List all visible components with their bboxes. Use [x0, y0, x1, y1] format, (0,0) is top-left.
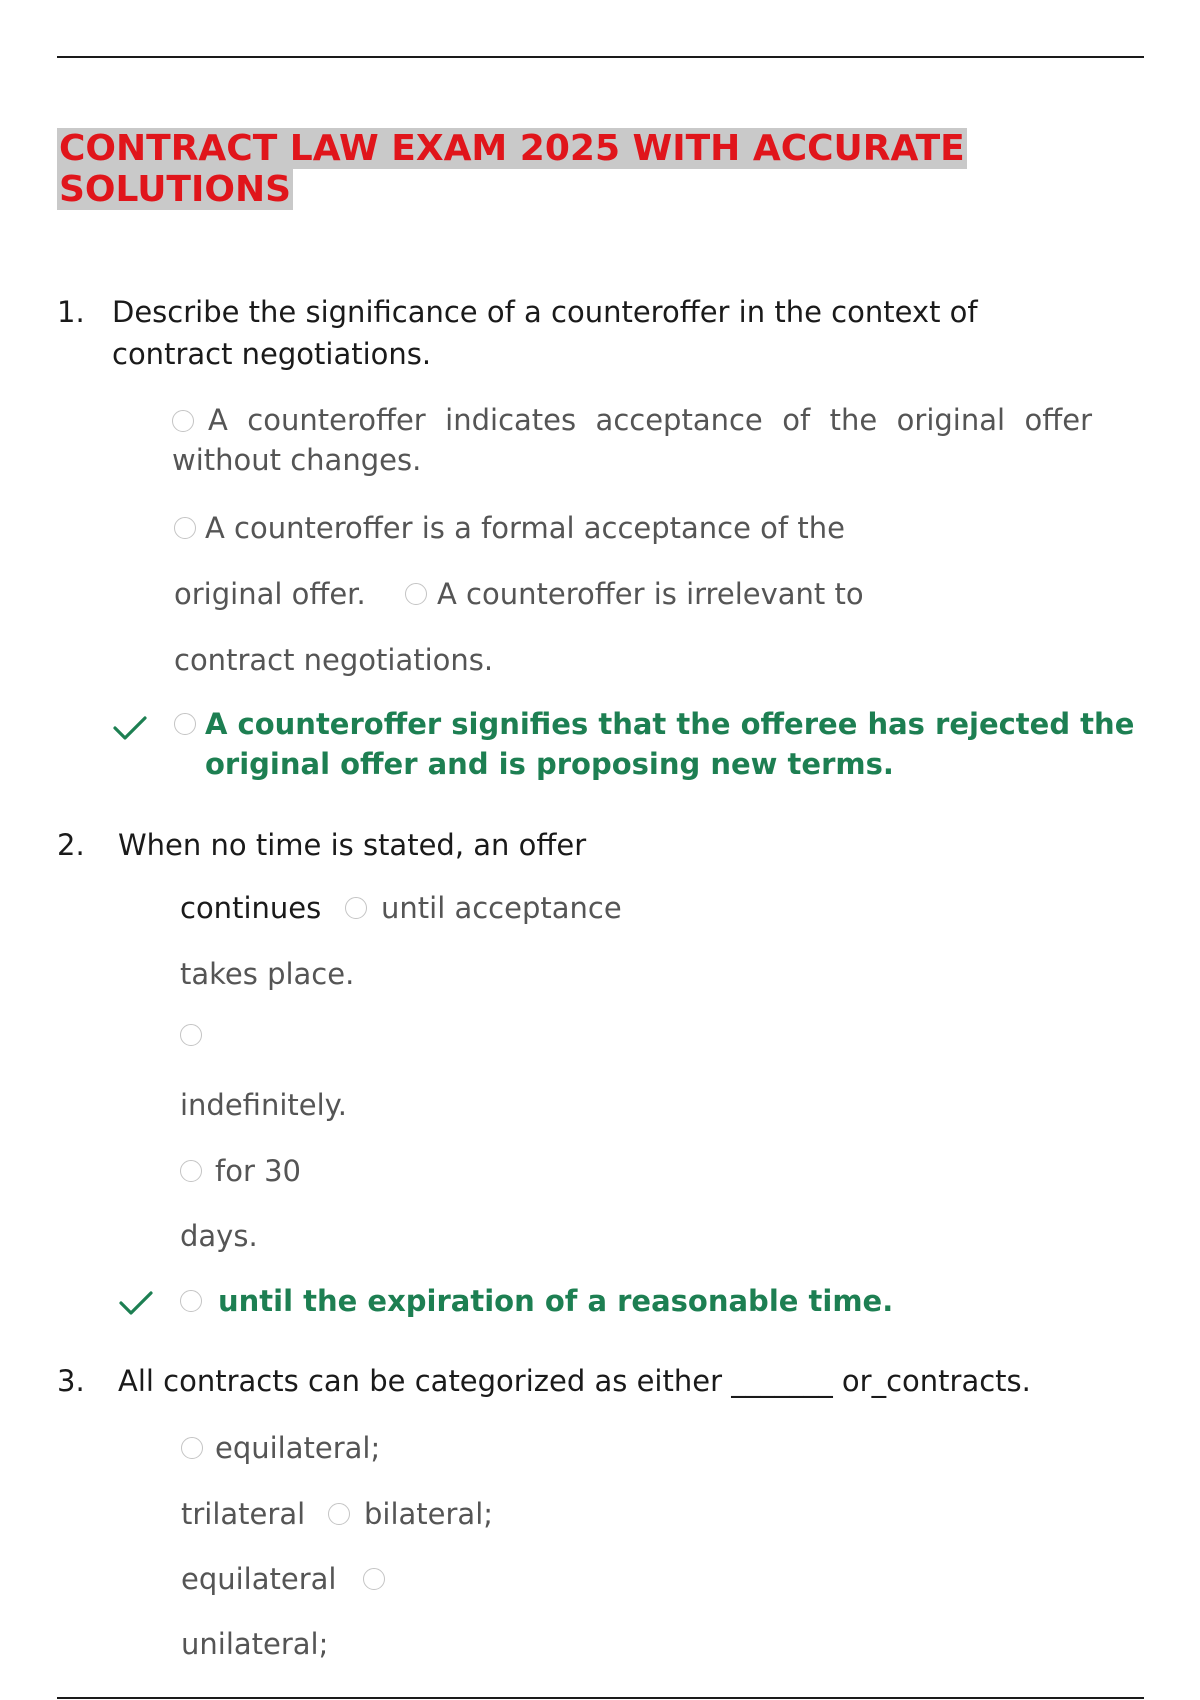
option-text-1c-line1: A counteroffer is irrelevant to — [437, 577, 864, 611]
top-rule — [57, 56, 1144, 58]
radio-circle-icon[interactable] — [180, 1290, 202, 1312]
question-1 — [57, 291, 1087, 375]
radio-circle-icon[interactable] — [328, 1503, 350, 1525]
radio-circle-icon[interactable] — [172, 410, 194, 432]
option-text-2a-line2: takes place. — [180, 957, 355, 991]
option-text-2b: indefinitely. — [180, 1088, 347, 1122]
option-text-3a-line1: equilateral; — [215, 1431, 381, 1465]
question-number: 1. — [57, 295, 85, 329]
question-number: 3. — [57, 1364, 85, 1398]
question-text: Describe the significance of a counteroffer in the context of contract negotiations. — [112, 295, 978, 371]
document-title: CONTRACT LAW EXAM 2025 WITH ACCURATE SOLUTIONS — [59, 128, 965, 210]
option-text-1b-line1: A counteroffer is a formal acceptance of the — [205, 511, 845, 545]
option-text-2c-line1: for 30 — [215, 1154, 301, 1188]
radio-circle-icon[interactable] — [181, 1437, 203, 1459]
option-text-3c: unilateral; — [181, 1627, 329, 1661]
option-text: A counteroffer indicates acceptance of the original offer without changes. — [172, 403, 1092, 477]
radio-circle-icon[interactable] — [174, 517, 196, 539]
option-2d-correct[interactable]: until the expiration of a reasonable time. — [218, 1284, 894, 1318]
option-text-2a-line1b: until acceptance — [381, 891, 622, 925]
question-number: 2. — [57, 828, 85, 862]
question-3 — [57, 1360, 1107, 1402]
option-text-3b-line1: bilateral; — [364, 1497, 494, 1531]
question-2 — [57, 824, 1087, 866]
radio-circle-icon[interactable] — [174, 713, 196, 735]
radio-circle-icon[interactable] — [345, 897, 367, 919]
option-text-1b-line2: original offer. — [174, 577, 366, 611]
option-text: A counteroffer signifies that the offeree has rejected the original offer and is proposing new terms. — [205, 707, 1135, 781]
checkmark-icon — [119, 1290, 153, 1316]
radio-circle-icon[interactable] — [363, 1568, 385, 1590]
radio-circle-icon[interactable] — [405, 583, 427, 605]
option-text-2c-line2: days. — [180, 1219, 258, 1253]
option-1a[interactable] — [172, 400, 1092, 480]
option-text-2a-line1a: continues — [180, 891, 322, 925]
option-text-3a-line2: trilateral — [181, 1497, 306, 1531]
bottom-rule — [57, 1697, 1144, 1699]
radio-circle-icon[interactable] — [180, 1024, 202, 1046]
checkmark-icon — [113, 715, 147, 741]
option-text-3b-line2: equilateral — [181, 1562, 337, 1596]
question-text: When no time is stated, an offer — [118, 828, 587, 862]
radio-circle-icon[interactable] — [180, 1160, 202, 1182]
option-1d-correct[interactable] — [205, 704, 1155, 784]
question-text: All contracts can be categorized as either _______ or_contracts. — [118, 1364, 1031, 1398]
option-text-1c-line2: contract negotiations. — [174, 643, 494, 677]
